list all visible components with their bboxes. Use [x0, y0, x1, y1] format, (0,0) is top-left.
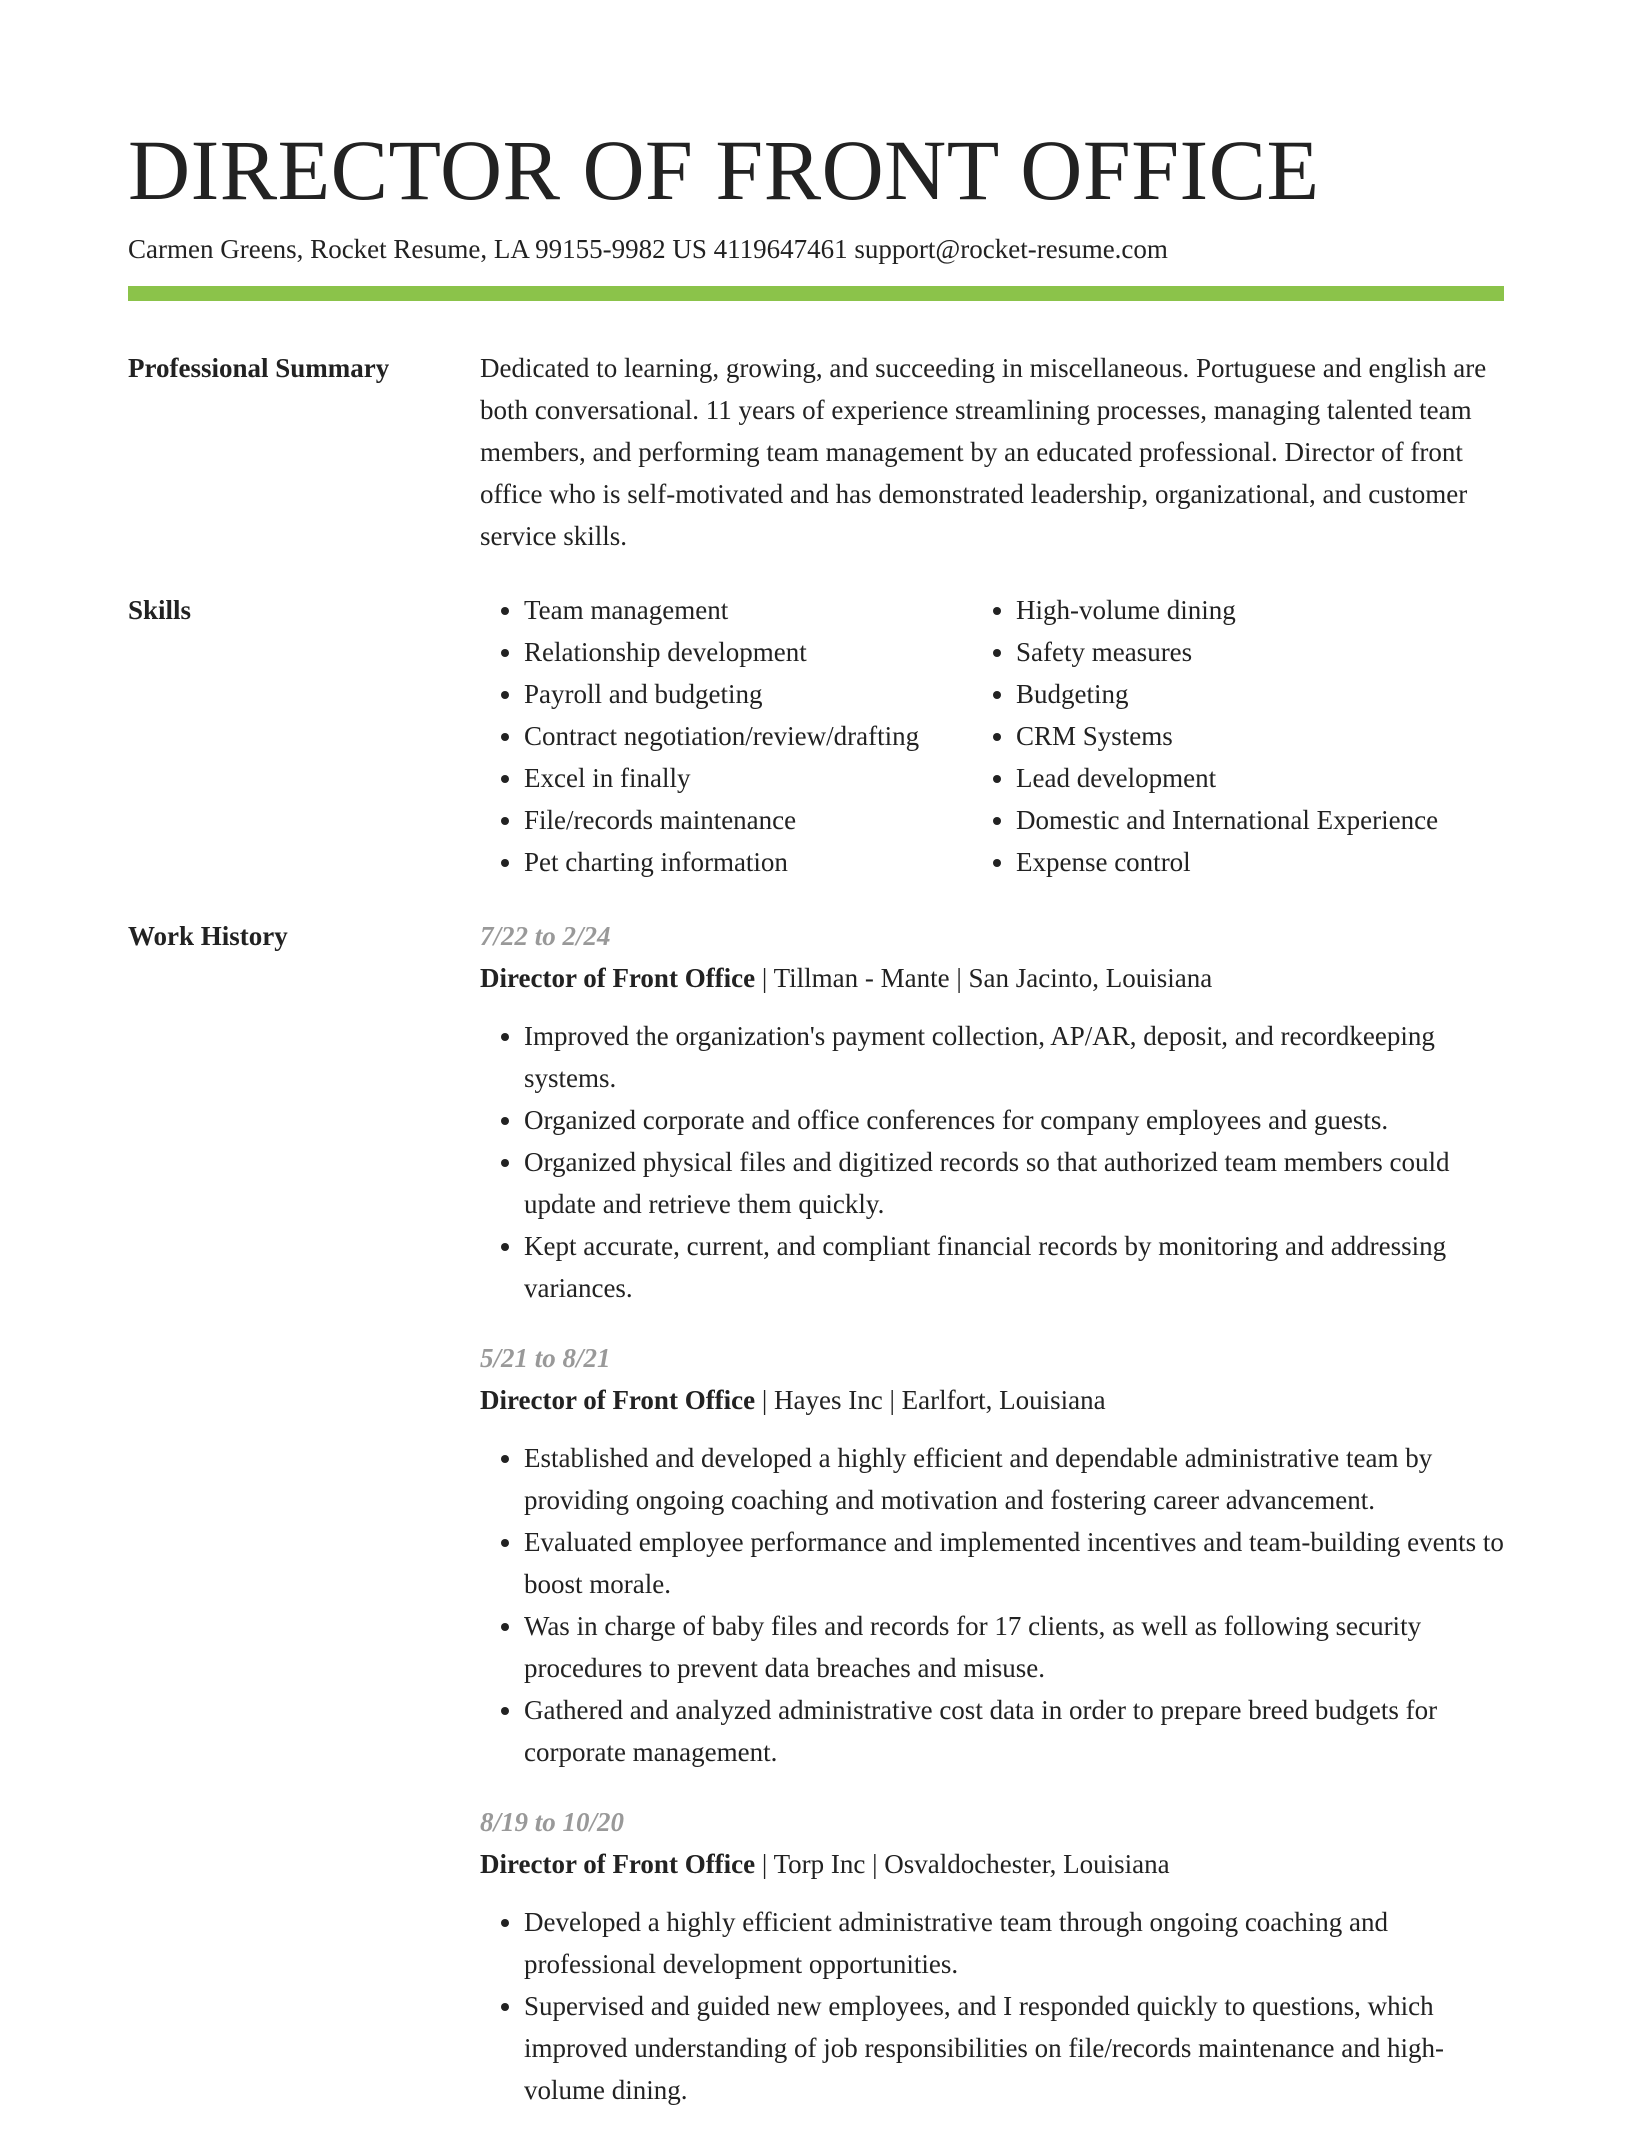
accent-divider: [128, 286, 1504, 301]
skill-item: • Expense control: [1016, 841, 1504, 883]
job-bullet: • Gathered and analyzed administrative cost data in order to prepare breed budgets for corporate management.: [524, 1689, 1504, 1773]
skill-item: • Payroll and budgeting: [524, 673, 972, 715]
summary-heading: Professional Summary: [128, 353, 390, 383]
skill-item: • CRM Systems: [1016, 715, 1504, 757]
job-bullet: • Evaluated employee performance and implemented incentives and team-building events to boost morale.: [524, 1521, 1504, 1605]
job-title: Director of Front Office: [480, 1849, 756, 1879]
job-bullet: • Developed a highly efficient administrative team through ongoing coaching and professional development opportunities.: [524, 1901, 1504, 1985]
job-dates: 5/21 to 8/21: [480, 1343, 611, 1373]
skill-item: • Contract negotiation/review/drafting: [524, 715, 972, 757]
job-bullets: [480, 1901, 1504, 2111]
job-bullet: • Was in charge of baby files and records for 17 clients, as well as following security procedures to prevent data breaches and misuse.: [524, 1605, 1504, 1689]
job-details: | Torp Inc | Osvaldochester, Louisiana: [755, 1849, 1170, 1879]
skill-item: • Budgeting: [1016, 673, 1504, 715]
summary-text: Dedicated to learning, growing, and succeeding in miscellaneous. Portuguese and english are both conversational. 11 years of experience streamlining processes, managing talented team members, and performing team management by an educated professional. Director of front office who is self-motivated and has demonstrated leadership, organizational, and customer service skills.: [480, 353, 1487, 551]
skills-list-left: [480, 589, 972, 883]
skill-item: • Lead development: [1016, 757, 1504, 799]
job-bullets: [480, 1015, 1504, 1309]
skill-item: • Relationship development: [524, 631, 972, 673]
work-history-body: [480, 915, 1504, 2139]
job-details: | Hayes Inc | Earlfort, Louisiana: [755, 1385, 1106, 1415]
skill-item: • Team management: [524, 589, 972, 631]
job-entry: [480, 1801, 1504, 2111]
contact-line: Carmen Greens, Rocket Resume, LA 99155-9982 US 4119647461 support@rocket-resume.com: [128, 234, 1168, 264]
job-entry: [480, 915, 1504, 1309]
skill-item: • File/records maintenance: [524, 799, 972, 841]
job-bullet: • Kept accurate, current, and compliant financial records by monitoring and addressing variances.: [524, 1225, 1504, 1309]
job-bullets: [480, 1437, 1504, 1773]
job-header: [480, 957, 1504, 999]
job-bullet: • Supervised and guided new employees, and I responded quickly to questions, which improved understanding of job responsibilities on file/records maintenance and high-volume dining.: [524, 1985, 1504, 2111]
work-history-heading: Work History: [128, 921, 288, 951]
job-bullet: • Organized corporate and office conferences for company employees and guests.: [524, 1099, 1504, 1141]
summary-body: [480, 347, 1504, 557]
skill-item: • Safety measures: [1016, 631, 1504, 673]
job-entry: [480, 1337, 1504, 1773]
job-bullet: • Improved the organization's payment collection, AP/AR, deposit, and recordkeeping systems.: [524, 1015, 1504, 1099]
job-header: [480, 1843, 1504, 1885]
skills-body: [480, 589, 1504, 883]
resume-title: DIRECTOR OF FRONT OFFICE: [128, 122, 1320, 218]
job-bullet: • Established and developed a highly efficient and dependable administrative team by providing ongoing coaching and motivation and fostering career advancement.: [524, 1437, 1504, 1521]
job-bullet: • Organized physical files and digitized records so that authorized team members could update and retrieve them quickly.: [524, 1141, 1504, 1225]
job-header: [480, 1379, 1504, 1421]
job-title: Director of Front Office: [480, 1385, 756, 1415]
skills-heading: Skills: [128, 595, 192, 625]
job-dates: 7/22 to 2/24: [480, 921, 611, 951]
job-title: Director of Front Office: [480, 963, 756, 993]
skill-item: • High-volume dining: [1016, 589, 1504, 631]
skills-list-right: [972, 589, 1504, 883]
job-details: | Tillman - Mante | San Jacinto, Louisiana: [755, 963, 1213, 993]
skill-item: • Pet charting information: [524, 841, 972, 883]
skill-item: • Domestic and International Experience: [1016, 799, 1504, 841]
skill-item: • Excel in finally: [524, 757, 972, 799]
job-dates: 8/19 to 10/20: [480, 1807, 625, 1837]
